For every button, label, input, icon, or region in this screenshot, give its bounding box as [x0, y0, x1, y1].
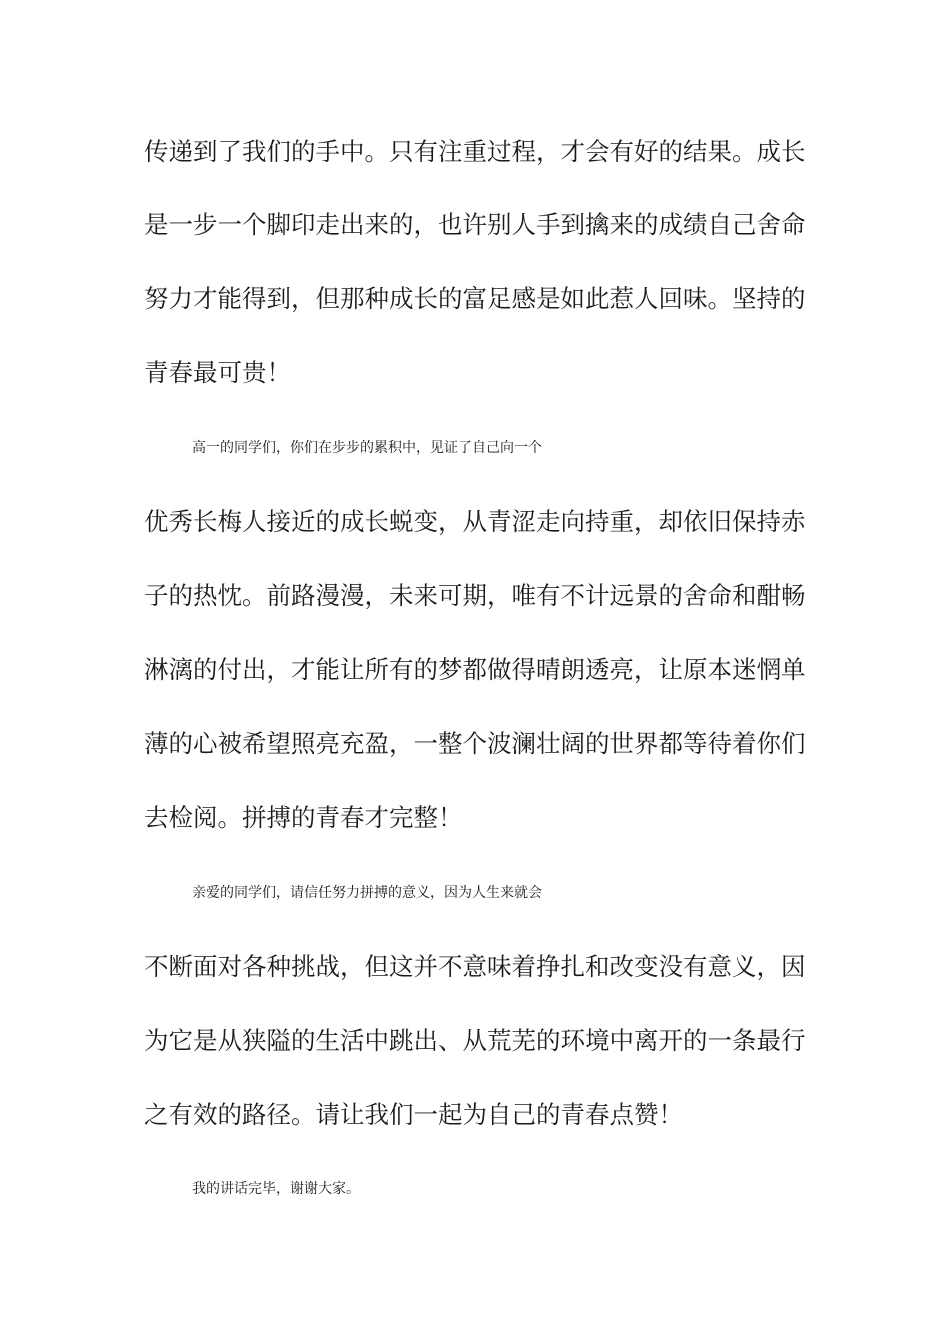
text-line: 之有效的路径。请让我们一起为自己的青春点赞！ [144, 1100, 683, 1129]
text-line: 去检阅。拼搏的青春才完整！ [144, 803, 463, 832]
text-line: 薄的心被希望照亮充盈，一整个波澜壮阔的世界都等待着你们 [144, 729, 806, 758]
paragraph-first-line: 高一的同学们，你们在步步的累积中，见证了自己向一个 [192, 440, 542, 456]
text-line: 传递到了我们的手中。只有注重过程，才会有好的结果。成长 [144, 137, 806, 166]
text-line: 为它是从狭隘的生活中跳出、从荒芜的环境中离开的一条最行 [144, 1026, 806, 1055]
paragraph-first-line: 亲爱的同学们，请信任努力拼搏的意义，因为人生来就会 [192, 885, 542, 901]
text-line: 是一步一个脚印走出来的，也许别人手到擒来的成绩自己舍命 [144, 210, 806, 239]
text-line: 优秀长梅人接近的成长蜕变，从青涩走向持重，却依旧保持赤 [144, 507, 806, 536]
closing-line: 我的讲话完毕，谢谢大家。 [192, 1181, 360, 1197]
text-line: 努力才能得到，但那种成长的富足感是如此惹人回味。坚持的 [144, 284, 806, 313]
text-line: 子的热忱。前路漫漫，未来可期，唯有不计远景的舍命和酣畅 [144, 581, 806, 610]
text-line: 淋漓的付出，才能让所有的梦都做得晴朗透亮，让原本迷惘单 [144, 655, 806, 684]
text-line: 青春最可贵！ [144, 358, 291, 387]
text-line: 不断面对各种挑战，但这并不意味着挣扎和改变没有意义，因 [144, 952, 806, 981]
